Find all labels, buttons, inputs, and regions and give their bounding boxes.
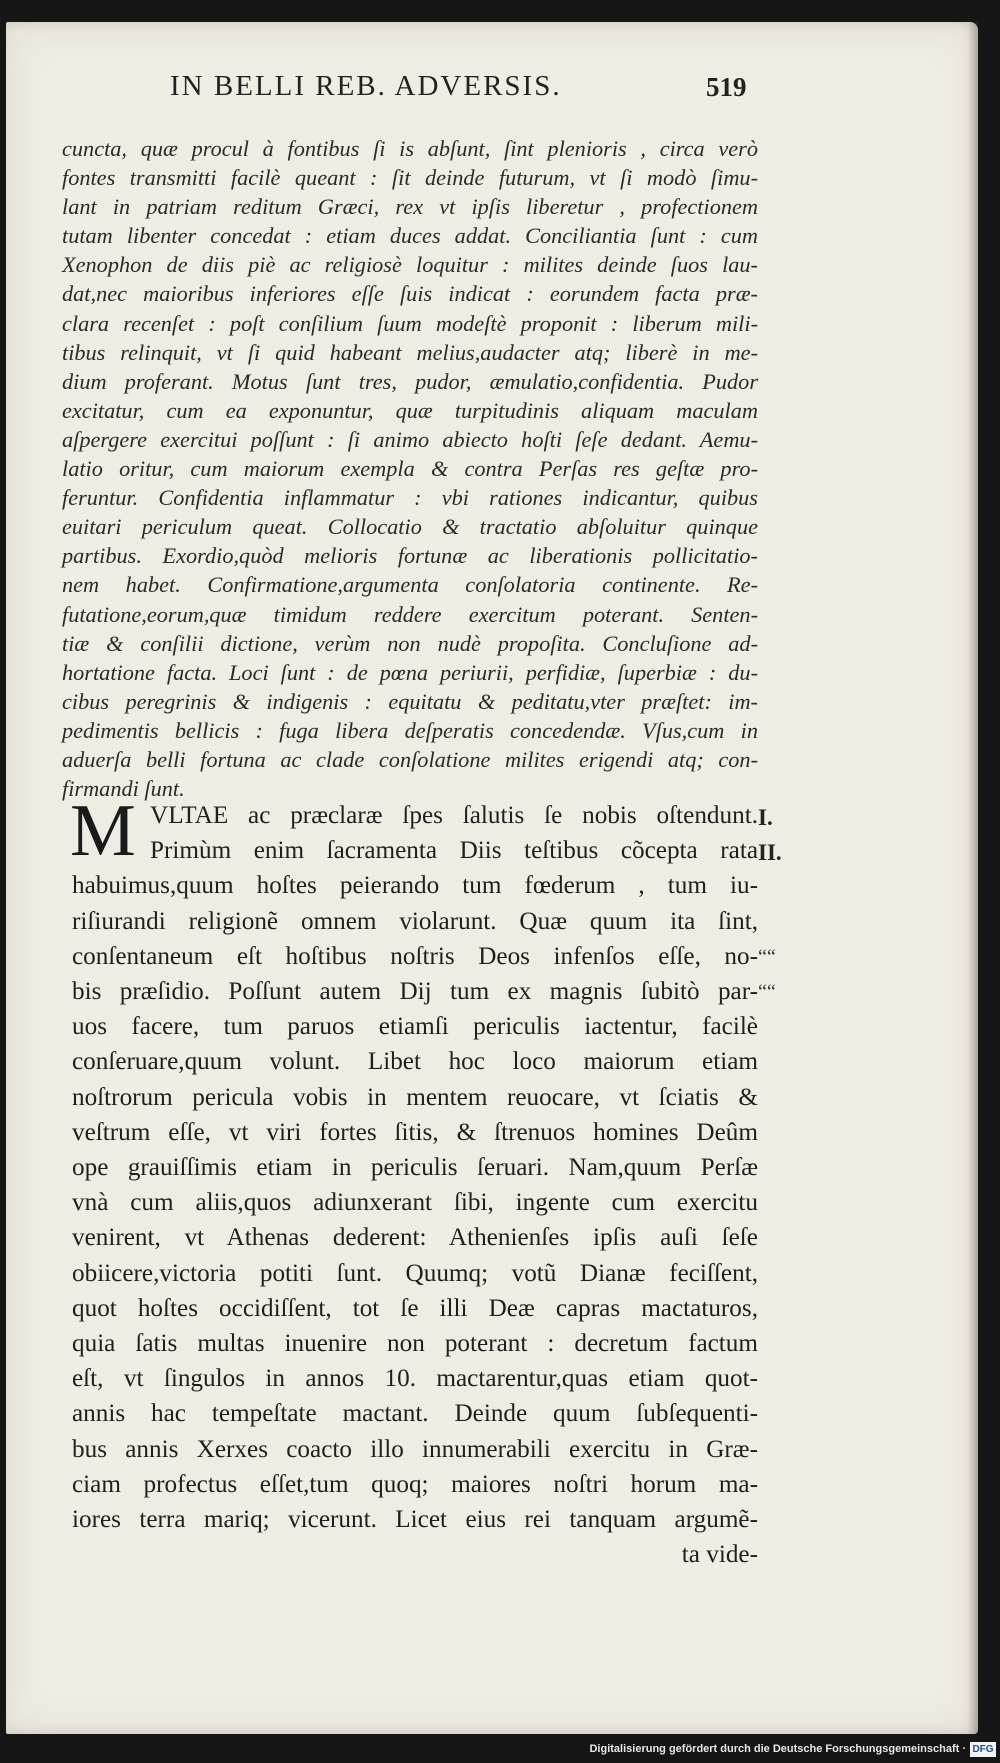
oratio-block [72, 798, 758, 1572]
funding-credit: Digitalisierung gefördert durch die Deutsche Forschungsgemeinschaft · [589, 1743, 966, 1755]
book-page [6, 22, 978, 1734]
argumentum-line: partibus. Exordio,quòd melioris fortunæ ac liberationis pollicitatio- [62, 543, 758, 569]
dfg-logo: DFG [970, 1742, 996, 1757]
margin-quote-mark: ““ [758, 946, 776, 968]
argumentum-line: clara recenſet : poſt conſilium ſuum modeſtè proponit : liberum mili- [62, 310, 758, 336]
page-edge-shadow [968, 22, 978, 1734]
argumentum-line: aſpergere exercitui poſſunt : ſi animo abiecto hoſti ſeſe dedant. Aemu- [62, 426, 758, 452]
oratio-line: conſentaneum eſt hoſtibus noſtris Deos infenſos eſſe, no- [72, 942, 758, 970]
argumentum-line: cuncta, quæ procul à fontibus ſi is abſunt, ſint plenioris , circa verò [62, 136, 758, 161]
argumentum-line: tiæ & conſilii dictione, verùm non nudè propoſita. Concluſione ad- [62, 630, 758, 656]
argumentum-line: euitari periculum queat. Collocatio & tractatio abſoluitur quinque [62, 514, 758, 540]
oratio-line: eſt, vt ſingulos in annos 10. mactarentur,quas etiam quot- [72, 1365, 758, 1393]
oratio-line: ope grauiſſimis etiam in periculis ſeruari. Nam,quum Perſæ [72, 1154, 758, 1182]
argumentum-line: dium proferant. Motus ſunt tres, pudor, æmulatio,confidentia. Pudor [62, 368, 758, 394]
oratio-line: quot hoſtes occidiſſent, tot ſe illi Deæ capras mactaturos, [72, 1294, 758, 1322]
argumentum-line: fontes transmitti facilè queant : ſit deinde futurum, vt ſi modò ſimu- [62, 165, 758, 191]
argumentum-line: aduerſa belli fortuna ac clade conſolatione milites erigendi atq; con- [62, 746, 758, 772]
argumentum-block [62, 134, 758, 803]
oratio-line: riſiurandi religionẽ omnem violarunt. Quæ quum ita ſint, [72, 907, 758, 935]
argumentum-line: nem habet. Confirmatione,argumenta conſolatoria continente. Re- [62, 572, 758, 598]
argumentum-line: hortatione facta. Loci ſunt : de pœna periurii, perfidiæ, ſuperbiæ : du- [62, 659, 758, 685]
oratio-line: iores terra mariq; vicerunt. Licet eius rei tanquam argumẽ- [72, 1506, 758, 1534]
page-number: 519 [706, 72, 747, 102]
oratio-line: quia ſatis multas inuenire non poterant : decretum factum [72, 1330, 758, 1358]
margin-note-numeral: II. [758, 840, 782, 866]
oratio-line: vnà cum aliis,quos adiunxerant ſibi, ingente cum exercitu [72, 1189, 758, 1217]
margin-notes [758, 800, 798, 870]
oratio-line: VLTAE ac præclaræ ſpes ſalutis ſe nobis oſtendunt. [150, 802, 758, 829]
argumentum-line: feruntur. Confidentia inflammatur : vbi rationes indicantur, quibus [62, 485, 758, 511]
running-head [6, 70, 978, 114]
argumentum-line: firmandi ſunt. [62, 776, 185, 802]
margin-quote-mark: ““ [758, 981, 776, 1004]
oratio-line: ciam profectus eſſet,tum quoq; maiores noſtri horum ma- [72, 1470, 758, 1498]
argumentum-line: pedimentis bellicis : fuga libera deſperatis concedendæ. Vſus,cum in [62, 717, 758, 743]
margin-quote-marks [758, 940, 788, 1010]
oratio-line: obiicere,victoria potiti ſunt. Quumq; votũ Dianæ feciſſent, [72, 1259, 758, 1287]
running-title: IN BELLI REB. ADVERSIS. [170, 70, 562, 102]
argumentum-line: cibus peregrinis & indigenis : equitatu & peditatu,vter præſtet: im- [62, 688, 758, 714]
catchword: ta vide- [681, 1541, 758, 1569]
oratio-line: bus annis Xerxes coacto illo innumerabili exercitu in Græ- [72, 1435, 758, 1463]
oratio-line: uos facere, tum paruos etiamſi periculis iactentur, facilè [72, 1013, 758, 1041]
oratio-line: Primùm enim ſacramenta Diis teſtibus cõcepta rata [150, 837, 758, 865]
oratio-line: conſeruare,quum volunt. Libet hoc loco maiorum etiam [72, 1048, 758, 1076]
drop-cap-initial: M [70, 790, 136, 872]
oratio-line: habuimus,quum hoſtes peierando tum fœderum , tum iu- [72, 872, 758, 900]
argumentum-line: tutam libenter concedat : etiam duces addat. Conciliantia ſunt : cum [62, 223, 758, 249]
oratio-line: annis hac tempeſtate mactant. Deinde quum ſubſequenti- [72, 1400, 758, 1428]
argumentum-line: excitatur, cum ea exponuntur, quæ turpitudinis aliquam maculam [62, 397, 758, 423]
argumentum-line: Xenophon de diis piè ac religiosè loquitur : milites deinde ſuos lau- [62, 252, 758, 278]
oratio-line: noſtrorum pericula vobis in mentem reuocare, vt ſciatis & [72, 1083, 758, 1111]
argumentum-line: tibus relinquit, vt ſi quid habeant melius,audacter atq; liberè in me- [62, 339, 758, 365]
argumentum-line: dat,nec maioribus inferiores eſſe ſuis indicat : eorundem facta præ- [62, 281, 758, 307]
argumentum-line: futatione,eorum,quæ timidum reddere exercitum poterant. Senten- [62, 601, 758, 627]
oratio-line: veſtrum eſſe, vt viri fortes ſitis, & ſtrenuos homines Deûm [72, 1118, 758, 1146]
margin-note-numeral: I. [758, 805, 773, 830]
oratio-line: venirent, vt Athenas dederent: Athenienſes ipſis auſi ſeſe [72, 1224, 758, 1252]
oratio-line: bis præſidio. Poſſunt autem Dij tum ex magnis ſubitò par- [72, 978, 758, 1006]
digitization-footer [0, 1741, 1000, 1763]
argumentum-line: latio oritur, cum maiorum exempla & contra Perſas res geſtæ pro- [62, 456, 758, 482]
argumentum-line: lant in patriam reditum Græci, rex vt ipſis liberetur , profectionem [62, 194, 758, 220]
